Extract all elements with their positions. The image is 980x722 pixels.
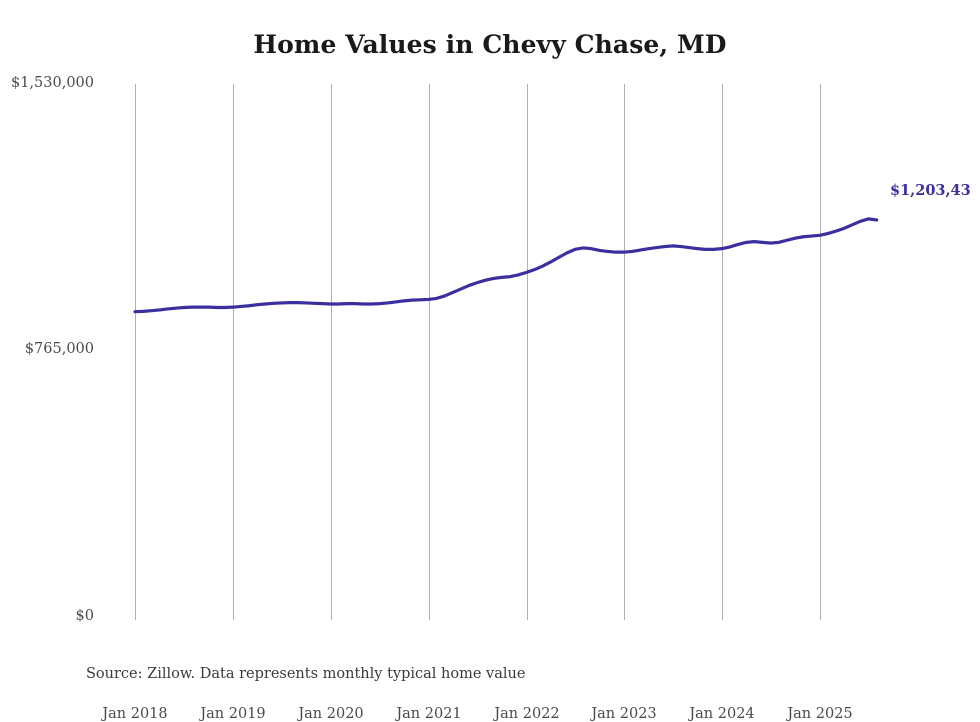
y-axis-tick-mid: $765,000 [24,341,94,357]
x-axis-tick-0: Jan 2018 [102,706,168,722]
chart-title: Home Values in Chevy Chase, MD [253,30,727,59]
y-axis-tick-top: $1,530,000 [10,75,94,91]
end-value-label: $1,203,43 [890,182,971,199]
x-axis-tick-7: Jan 2025 [787,706,853,722]
x-axis-tick-1: Jan 2019 [200,706,266,722]
x-axis-tick-5: Jan 2023 [591,706,657,722]
series-line [105,84,865,620]
y-axis-tick-bottom: $0 [75,608,94,624]
x-axis-tick-6: Jan 2024 [689,706,755,722]
x-axis-tick-2: Jan 2020 [298,706,364,722]
source-note: Source: Zillow. Data represents monthly typical home value [86,666,526,682]
x-axis-tick-3: Jan 2021 [396,706,462,722]
x-axis-tick-4: Jan 2022 [494,706,560,722]
